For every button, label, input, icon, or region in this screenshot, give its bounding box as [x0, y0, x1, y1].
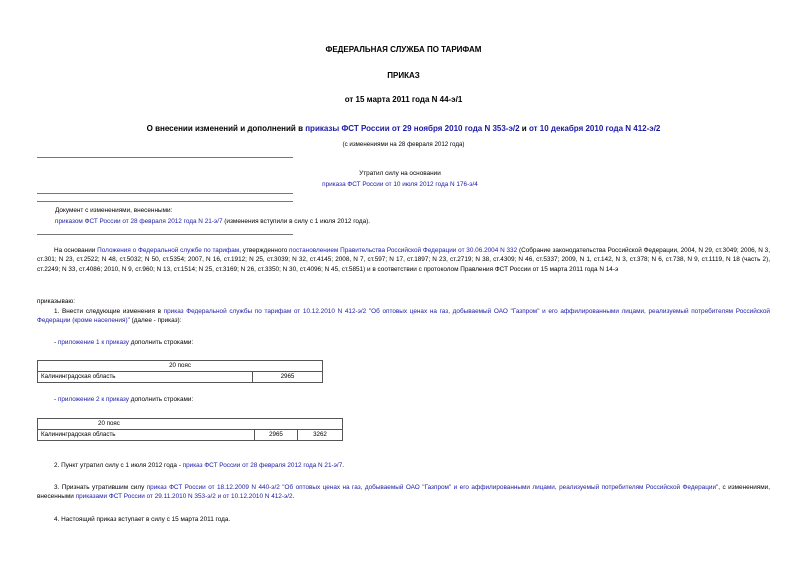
item-1-link[interactable]: приказ Федеральной службы по тарифам от 10.12.2010 N 412-э/2 "Об оптовых ценах на газ, добываемый ОАО "Газпром" и его аффилированными лицами, реализуемый потребителям Российской Федерации (кроме населения)" [37, 308, 770, 325]
table-row [38, 361, 323, 372]
dash: - [54, 339, 58, 346]
item-3-link-440[interactable]: приказ ФСТ России от 18.12.2009 N 440-э/2 "Об оптовых ценах на газ, добываемый ОАО "Газпром" и его аффилированными лицами, реализуемый потребителям Российской Федерации" [146, 484, 719, 491]
amended-label: Документ с изменениями, внесенными: [55, 207, 173, 214]
value-cell-1: 2965 [255, 430, 298, 441]
document-title [0, 123, 807, 135]
table-appendix-2 [37, 418, 343, 441]
appendix-1-link[interactable]: приложение 1 к приказу [57, 339, 129, 346]
divider [37, 193, 293, 194]
value-cell: 2965 [253, 372, 323, 383]
item-4: 4. Настоящий приказ вступает в силу с 15 марта 2011 года. [54, 516, 231, 523]
title-link-412[interactable]: от 10 декабря 2010 года N 412-э/2 [528, 124, 661, 133]
item-2-tail: . [342, 462, 345, 469]
agency-title: ФЕДЕРАЛЬНАЯ СЛУЖБА ПО ТАРИФАМ [325, 45, 482, 54]
invalid-link[interactable]: приказа ФСТ России от 10 июля 2012 года N 176-э/4 [322, 181, 478, 188]
invalid-note: Утратил силу на основании [359, 170, 441, 177]
region-cell: Калининградская область [38, 430, 255, 441]
item-3-text: , с изменениями, внесенными [37, 484, 770, 501]
item-3 [37, 483, 770, 502]
basis-text: (Собрание законодательства Российской Федерации, 2004, N 29, ст.3049; 2006, N 3, ст.301; N 23, ст.2522; N 48, ст.5032; N 50, ст.5354; 2007, N 16, ст.1912; N 25, ст.3039; N 32, ст.4145; 2008, N 7, ст.597; N 17, ст.1897; N 23, ст.2719; N 38, ст.4309; N 46, ст.5337; 2009, N 1, ст.142, N 3, ст.378; N 6, ст.738, N 9, ст.1119, N 18 (часть 2), ст.2249; N 33, ст.4086; 2010, N 9, ст.960; N 13, ст.1514; N 25, ст.3169; N 26, ст.3350; N 30, ст.4096; N 45, ст.5851) и в соответствии с протоколом Правления ФСТ России от 15 марта 2011 года N 14-э [37, 247, 771, 273]
invalid-link-wrap [290, 180, 510, 189]
table-appendix-1 [37, 360, 323, 383]
zone-cell: 20 пояс [38, 419, 343, 430]
basis-paragraph [37, 246, 770, 274]
title-mid: и [519, 124, 529, 133]
basis-text: На основании [54, 247, 98, 254]
table-row [38, 372, 323, 383]
basis-link-decree[interactable]: постановлением Правительства Российской Федерации от 30.06.2004 N 332 [289, 247, 518, 254]
table-row [38, 430, 343, 441]
amended-link[interactable]: приказом ФСТ России от 28 февраля 2012 года N 21-э/7 [55, 218, 223, 225]
zone-cell: 20 пояс [38, 361, 323, 372]
item-3-text: 3. Признать утратившим силу [54, 484, 147, 491]
item-1-text: (далее - приказ): [129, 317, 182, 325]
divider [37, 234, 293, 235]
dash: - [54, 396, 58, 403]
item-2-link[interactable]: приказ ФСТ России от 28 февраля 2012 года N 21-э/7 [182, 462, 343, 469]
item-2 [37, 461, 770, 470]
divider [37, 157, 293, 158]
amended-line [55, 217, 370, 226]
basis-text: , утвержденного [239, 247, 290, 254]
appendix-2-line [37, 395, 770, 404]
basis-link-regulation[interactable]: Положения о Федеральной службе по тарифам [97, 247, 240, 254]
item-2-text: 2. Пункт утратил силу с 1 июля 2012 года - [54, 462, 183, 469]
amended-tail: (изменения вступили в силу с 1 июля 2012 года). [222, 218, 371, 225]
title-link-353[interactable]: приказы ФСТ России от 29 ноября 2010 года N 353-э/2 [305, 124, 520, 133]
value-cell-2: 3262 [298, 430, 343, 441]
doc-type: ПРИКАЗ [387, 71, 420, 80]
date-number: от 15 марта 2011 года N 44-э/1 [344, 95, 463, 104]
appendix-2-tail: дополнить строками: [129, 396, 194, 403]
appendix-1-tail: дополнить строками: [129, 339, 194, 346]
table-row [38, 419, 343, 430]
divider [37, 201, 293, 202]
orders-label: приказываю: [37, 298, 75, 305]
item-3-tail: . [292, 493, 295, 501]
item-3-link-353-412[interactable]: приказами ФСТ России от 29.11.2010 N 353-э/2 и от 10.12.2010 N 412-э/2 [75, 493, 293, 501]
title-prefix: О внесении изменений и дополнений в [146, 124, 306, 133]
appendix-2-link[interactable]: приложение 2 к приказу [57, 396, 129, 403]
changes-note: (с изменениями на 28 февраля 2012 года) [342, 141, 465, 148]
item-1-text: 1. Внести следующие изменения в [54, 308, 164, 315]
region-cell: Калининградская область [38, 372, 253, 383]
appendix-1-line [37, 338, 770, 347]
item-1 [37, 307, 770, 326]
